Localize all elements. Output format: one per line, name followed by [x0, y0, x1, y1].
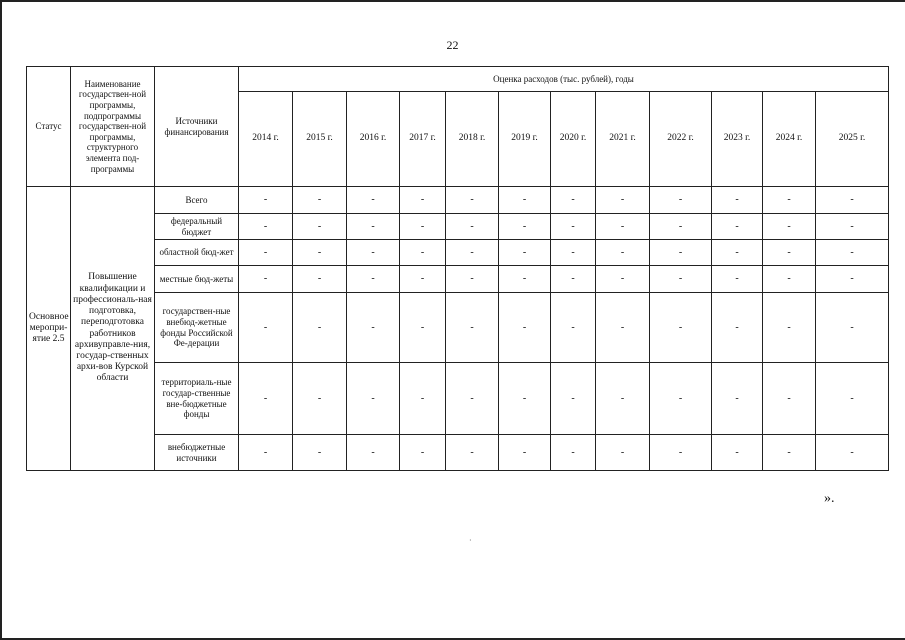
value-cell: -: [400, 363, 446, 435]
value-cell: -: [763, 363, 816, 435]
value-cell: -: [499, 266, 551, 293]
table-body: [27, 187, 889, 471]
year-header: 2020 г.: [551, 92, 596, 187]
value-cell: -: [347, 214, 400, 240]
value-cell: -: [551, 363, 596, 435]
value-cell: -: [712, 363, 763, 435]
table-row: [27, 187, 889, 214]
value-cell: -: [763, 240, 816, 266]
status-cell: Основное меропри-ятие 2.5: [27, 187, 71, 471]
value-cell: -: [499, 214, 551, 240]
year-header: 2018 г.: [446, 92, 499, 187]
value-cell: -: [596, 363, 650, 435]
value-cell: -: [239, 187, 293, 214]
year-header: 2022 г.: [650, 92, 712, 187]
year-header: 2024 г.: [763, 92, 816, 187]
funding-source-cell: федеральный бюджет: [155, 214, 239, 240]
budget-table: [26, 66, 889, 471]
value-cell: -: [596, 435, 650, 471]
funding-source-cell: территориаль-ные государ-ственные вне-бюджетные фонды: [155, 363, 239, 435]
value-cell: -: [499, 363, 551, 435]
value-cell: -: [293, 293, 347, 363]
value-cell: -: [293, 363, 347, 435]
value-cell: -: [763, 266, 816, 293]
year-header: 2025 г.: [816, 92, 889, 187]
value-cell: -: [239, 214, 293, 240]
left-border-line: [0, 0, 2, 640]
value-cell: -: [293, 266, 347, 293]
value-cell: -: [499, 435, 551, 471]
value-cell: -: [551, 187, 596, 214]
value-cell: -: [650, 363, 712, 435]
value-cell: -: [400, 293, 446, 363]
value-cell: -: [650, 293, 712, 363]
value-cell: -: [712, 266, 763, 293]
value-cell: -: [239, 266, 293, 293]
page-number: 22: [446, 38, 459, 52]
value-cell: -: [551, 435, 596, 471]
value-cell: -: [239, 435, 293, 471]
stray-mark: ·: [469, 536, 472, 545]
value-cell: -: [816, 363, 889, 435]
value-cell: -: [347, 293, 400, 363]
value-cell: -: [551, 214, 596, 240]
year-header: 2019 г.: [499, 92, 551, 187]
value-cell: -: [596, 214, 650, 240]
value-cell: -: [499, 293, 551, 363]
value-cell: -: [551, 266, 596, 293]
value-cell: -: [650, 266, 712, 293]
value-cell: -: [712, 435, 763, 471]
value-cell: -: [446, 293, 499, 363]
funding-source-cell: Всего: [155, 187, 239, 214]
value-cell: -: [400, 435, 446, 471]
header-sources: Источники финансирования: [155, 67, 239, 187]
value-cell: -: [446, 214, 499, 240]
value-cell: -: [347, 266, 400, 293]
value-cell: -: [596, 240, 650, 266]
header-status: Статус: [27, 67, 71, 187]
value-cell: -: [239, 363, 293, 435]
top-border-line: [0, 0, 905, 2]
header-name: Наименование государствен-ной программы, подпрограммы государствен-ной программы, структурного элемента под-программы: [71, 67, 155, 187]
year-header: 2015 г.: [293, 92, 347, 187]
value-cell: -: [650, 214, 712, 240]
value-cell: -: [446, 187, 499, 214]
value-cell: -: [816, 214, 889, 240]
funding-source-cell: государствен-ные внебюд-жетные фонды Российской Фе-дерации: [155, 293, 239, 363]
value-cell: -: [596, 266, 650, 293]
value-cell: -: [816, 240, 889, 266]
table-row: [27, 293, 889, 363]
value-cell: -: [400, 214, 446, 240]
value-cell: -: [347, 435, 400, 471]
value-cell: -: [499, 240, 551, 266]
value-cell: -: [293, 214, 347, 240]
value-cell: -: [239, 293, 293, 363]
value-cell: -: [400, 187, 446, 214]
value-cell: -: [650, 187, 712, 214]
value-cell: -: [347, 240, 400, 266]
table-row: [27, 435, 889, 471]
table-row: [27, 240, 889, 266]
year-header: 2014 г.: [239, 92, 293, 187]
value-cell: -: [763, 214, 816, 240]
value-cell: -: [293, 435, 347, 471]
value-cell: -: [293, 187, 347, 214]
value-cell: -: [712, 187, 763, 214]
funding-source-cell: областной бюд-жет: [155, 240, 239, 266]
value-cell: -: [596, 187, 650, 214]
value-cell: -: [712, 240, 763, 266]
program-name-cell: Повышение квалификации и профессиональ-ная подготовка, переподготовка работников архивуправле-ния, государ-ственных архи-вов Курской области: [71, 187, 155, 471]
value-cell: -: [712, 293, 763, 363]
value-cell: -: [763, 187, 816, 214]
value-cell: -: [816, 266, 889, 293]
value-cell: -: [763, 435, 816, 471]
table-row: [27, 266, 889, 293]
value-cell: -: [650, 435, 712, 471]
value-cell: -: [239, 240, 293, 266]
closing-quote-mark: ».: [824, 491, 835, 506]
year-header: 2017 г.: [400, 92, 446, 187]
value-cell: -: [596, 293, 650, 363]
value-cell: -: [712, 214, 763, 240]
value-cell: -: [763, 293, 816, 363]
value-cell: -: [347, 363, 400, 435]
value-cell: -: [551, 240, 596, 266]
table-row: [27, 363, 889, 435]
table-row: [27, 214, 889, 240]
value-cell: -: [400, 266, 446, 293]
value-cell: -: [650, 240, 712, 266]
value-cell: -: [816, 435, 889, 471]
value-cell: -: [293, 240, 347, 266]
header-estimate: Оценка расходов (тыс. рублей), годы: [239, 67, 889, 92]
value-cell: -: [446, 240, 499, 266]
year-header: 2023 г.: [712, 92, 763, 187]
value-cell: -: [816, 187, 889, 214]
value-cell: -: [400, 240, 446, 266]
value-cell: -: [347, 187, 400, 214]
value-cell: -: [446, 435, 499, 471]
value-cell: -: [446, 266, 499, 293]
year-header: 2021 г.: [596, 92, 650, 187]
value-cell: -: [499, 187, 551, 214]
value-cell: -: [816, 293, 889, 363]
value-cell: -: [446, 363, 499, 435]
value-cell: -: [551, 293, 596, 363]
year-header: 2016 г.: [347, 92, 400, 187]
funding-source-cell: внебюджетные источники: [155, 435, 239, 471]
funding-source-cell: местные бюд-жеты: [155, 266, 239, 293]
